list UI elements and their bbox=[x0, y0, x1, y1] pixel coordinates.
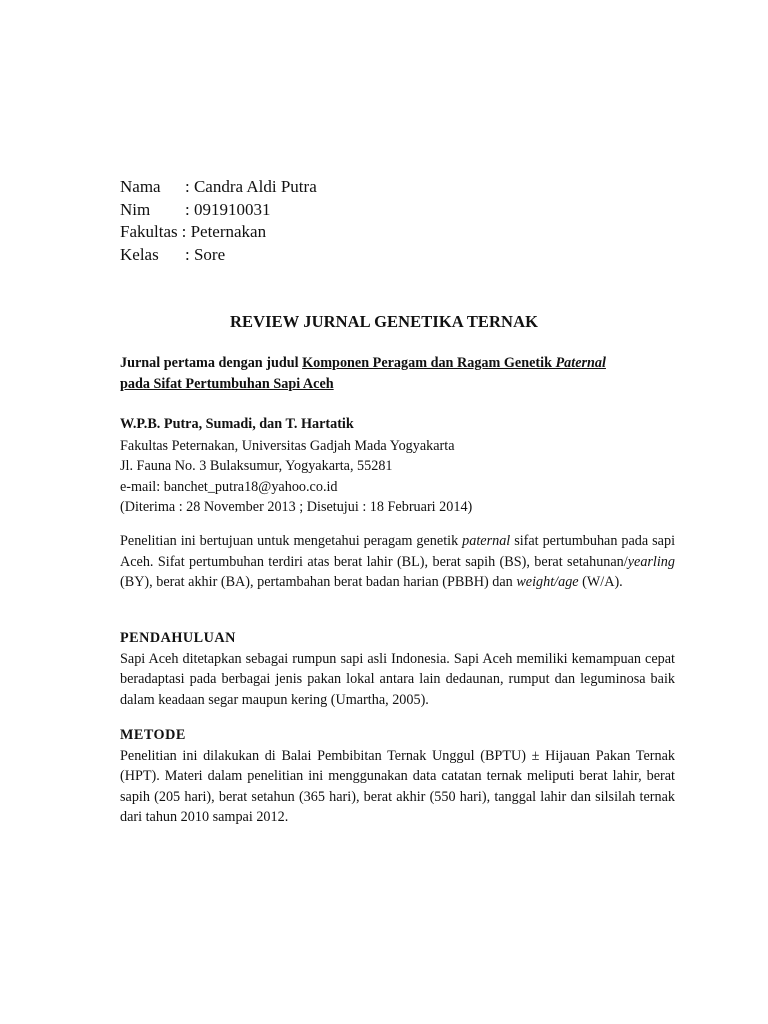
nim-value: : 091910031 bbox=[185, 199, 271, 219]
pendahuluan-section bbox=[120, 628, 675, 710]
abstract-text-4: (W/A). bbox=[578, 574, 623, 590]
pendahuluan-heading: PENDAHULUAN bbox=[120, 630, 236, 646]
kelas-label: Kelas bbox=[120, 244, 159, 264]
abstract-italic-2: yearling bbox=[627, 553, 675, 570]
author-names: W.P.B. Putra, Sumadi, dan T. Hartatik bbox=[120, 416, 354, 432]
pendahuluan-text: Sapi Aceh ditetapkan sebagai rumpun sapi asli Indonesia. Sapi Aceh memiliki kemampuan cepat beradaptasi pada berbagai jenis pakan lokal antara lain dedaunan, rumput dan leguminosa baik dalam keadaan segar maupun kering (Umartha, 2005). bbox=[120, 650, 675, 708]
author-address: Jl. Fauna No. 3 Bulaksumur, Yogyakarta, 55281 bbox=[120, 458, 393, 474]
metode-text: Penelitian ini dilakukan di Balai Pembibitan Ternak Unggul (BPTU) ± Hijauan Pakan Ternak (HPT). Materi dalam penelitian ini menggunakan data catatan ternak meliputi berat lahir, berat sapih (205 hari), berat setahun (365 hari), berat akhir (550 hari), tanggal lahir dan silsilah ternak dari tahun 2010 sampai 2012. bbox=[120, 747, 675, 825]
metode-heading: METODE bbox=[120, 727, 186, 743]
authors-block bbox=[120, 414, 675, 518]
fakultas-value: : Peternakan bbox=[181, 222, 267, 241]
document-title: REVIEW JURNAL GENETIKA TERNAK bbox=[229, 312, 539, 331]
abstract-text-3: (BY), berat akhir (BA), pertambahan berat badan harian (PBBH) dan bbox=[120, 574, 517, 590]
fakultas-label: Fakultas bbox=[120, 222, 178, 241]
identity-row-nim bbox=[120, 199, 317, 222]
abstract-text-2: sifat pertumbuhan pada sapi Aceh. Sifat pertumbuhan terdiri atas berat lahir (BL), berat sapih (BS), berat setahunan/ bbox=[120, 533, 676, 570]
identity-row-nama bbox=[120, 176, 317, 199]
abstract-italic-1: paternal bbox=[462, 533, 511, 549]
journal-title-part2: pada Sifat Pertumbuhan Sapi Aceh bbox=[120, 375, 334, 392]
identity-row-kelas bbox=[120, 244, 317, 267]
abstract-italic-3: weight/age bbox=[516, 574, 579, 590]
kelas-value: : Sore bbox=[185, 244, 226, 264]
author-email: e-mail: banchet_putra18@yahoo.co.id bbox=[120, 478, 338, 495]
author-affiliation: Fakultas Peternakan, Universitas Gadjah Mada Yogyakarta bbox=[120, 437, 455, 454]
nama-label: Nama bbox=[120, 177, 161, 196]
abstract-paragraph bbox=[120, 531, 675, 593]
journal-title-italic: Paternal bbox=[555, 355, 606, 371]
submission-dates: (Diterima : 28 November 2013 ; Disetujui : 18 Februari 2014) bbox=[120, 499, 473, 515]
student-identity bbox=[120, 176, 317, 266]
nim-label: Nim bbox=[120, 199, 151, 219]
metode-section bbox=[120, 725, 675, 828]
nama-value: : Candra Aldi Putra bbox=[185, 177, 317, 196]
journal-title-part1: Komponen Peragam dan Ragam Genetik bbox=[302, 355, 556, 371]
journal-title-prefix: Jurnal pertama dengan judul bbox=[120, 355, 303, 371]
journal-title bbox=[120, 353, 675, 394]
identity-row-fakultas bbox=[120, 221, 317, 244]
abstract-text-1: Penelitian ini bertujuan untuk mengetahui peragam genetik bbox=[120, 533, 463, 549]
